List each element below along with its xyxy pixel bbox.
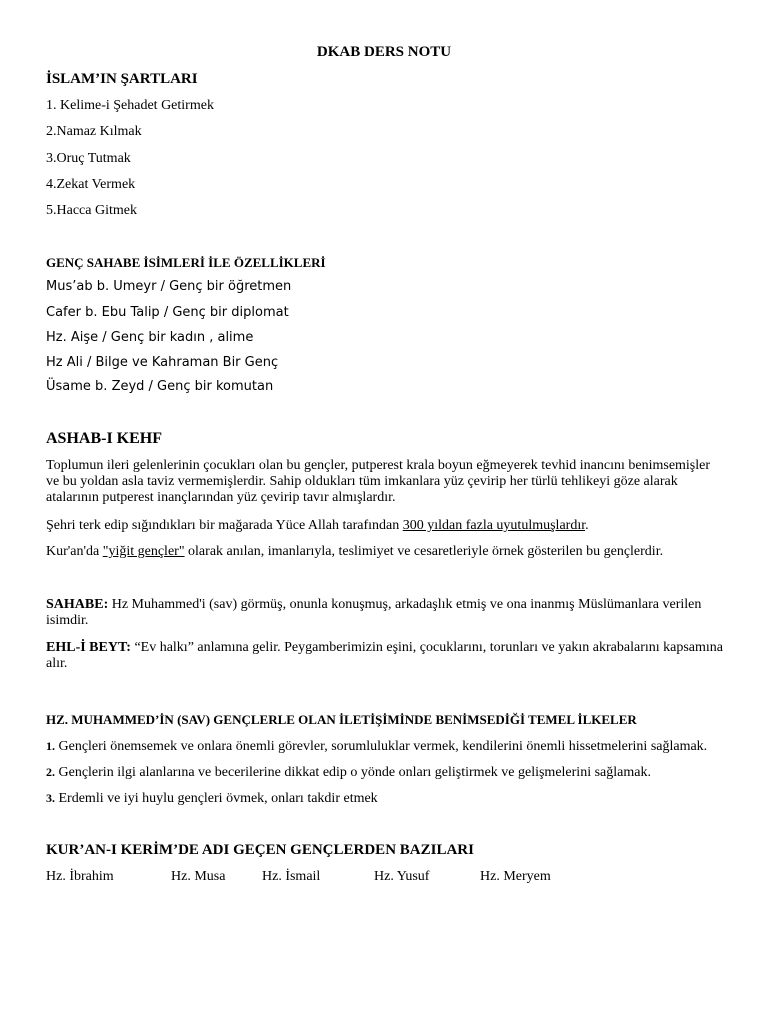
paragraph-text: olarak anılan, imanlarıyla, teslimiyet ve cesaretleriyle örnek gösterilen bu gençlerdir. [184, 544, 664, 559]
name-item: Hz. Musa [171, 869, 226, 884]
kuran-gencler-heading: KUR’AN-I KERİM’DE ADI GEÇEN GENÇLERDEN BAZILARI [46, 842, 474, 858]
name-item: Hz. Yusuf [374, 869, 430, 884]
list-item [46, 765, 651, 781]
list-item [46, 739, 707, 755]
ashab-kehf-heading: ASHAB-I KEHF [46, 430, 163, 447]
definition-text: Hz Muhammed'i (sav) görmüş, onunla konuşmuş, arkadaşlık etmiş ve ona inanmış Müslümanlara verilen isimdir. [46, 597, 702, 628]
item-text: Gençlerin ilgi alanlarına ve becerilerine dikkat edip o yönde onları geliştirmek ve gelişmelerini sağlamak. [55, 765, 651, 780]
name-item: Hz. İbrahim [46, 869, 114, 884]
list-item [46, 791, 378, 807]
list-item: 3.Oruç Tutmak [46, 151, 131, 166]
name-item: Hz. Meryem [480, 869, 551, 884]
ilkeler-heading: HZ. MUHAMMED’İN (SAV) GENÇLERLE OLAN İLETİŞİMİNDE BENİMSEDİĞİ TEMEL İLKELER [46, 712, 637, 727]
item-text: Erdemli ve iyi huylu gençleri övmek, onları takdir etmek [55, 791, 378, 806]
underlined-text: 300 yıldan fazla uyutulmuşlardır [402, 518, 586, 533]
list-item: 1. Kelime-i Şehadet Getirmek [46, 98, 214, 113]
paragraph-text: Kur'an'da [46, 544, 103, 559]
item-number: 1. [46, 739, 55, 753]
list-item: 2.Namaz Kılmak [46, 124, 142, 139]
list-item: Hz Ali / Bilge ve Kahraman Bir Genç [46, 355, 279, 370]
underlined-text: "yiğit gençler" [102, 544, 185, 559]
ashab-kehf-paragraph-3 [46, 544, 726, 560]
name-item: Hz. İsmail [262, 869, 321, 884]
term-label: SAHABE: [46, 597, 109, 612]
item-number: 3. [46, 791, 55, 805]
list-item: Hz. Aişe / Genç bir kadın , alime [46, 330, 254, 345]
list-item: 4.Zekat Vermek [46, 177, 136, 192]
ashab-kehf-paragraph-2 [46, 518, 726, 534]
sahabe-definition [46, 597, 726, 629]
list-item: Üsame b. Zeyd / Genç bir komutan [46, 379, 274, 394]
definition-text: “Ev halkı” anlamına gelir. Peygamberimizin eşini, çocuklarını, torunları ve yakın akrabalarını kapsamına alır. [46, 640, 724, 671]
item-number: 2. [46, 765, 55, 779]
list-item: 5.Hacca Gitmek [46, 203, 137, 218]
ashab-kehf-paragraph-1: Toplumun ileri gelenlerinin çocukları olan bu gençler, putperest krala boyun eğmeyerek tevhid inancını benimsemişler ve bu yoldan asla taviz vermemişlerdir. Sahip oldukları tüm imkanlara yüz çevirip her türlü tehlikeyi göze alarak atalarının putperest inançlarından yüz çevirip tavır almışlardır. [46, 458, 711, 505]
paragraph-text: Şehri terk edip sığındıkları bir mağarada Yüce Allah tarafından [46, 518, 403, 533]
term-label: EHL-İ BEYT: [46, 640, 131, 655]
paragraph-text: . [585, 518, 589, 533]
ehli-beyt-definition [46, 640, 726, 672]
islam-sartlari-heading: İSLAM’IN ŞARTLARI [46, 71, 198, 87]
genc-sahabe-heading: GENÇ SAHABE İSİMLERİ İLE ÖZELLİKLERİ [46, 255, 326, 270]
list-item: Mus’ab b. Umeyr / Genç bir öğretmen [46, 279, 292, 294]
list-item: Cafer b. Ebu Talip / Genç bir diplomat [46, 305, 289, 320]
document-title: DKAB DERS NOTU [316, 44, 452, 60]
item-text: Gençleri önemsemek ve onlara önemli görevler, sorumluluklar vermek, kendilerini önemli hissetmelerini sağlamak. [55, 739, 708, 754]
